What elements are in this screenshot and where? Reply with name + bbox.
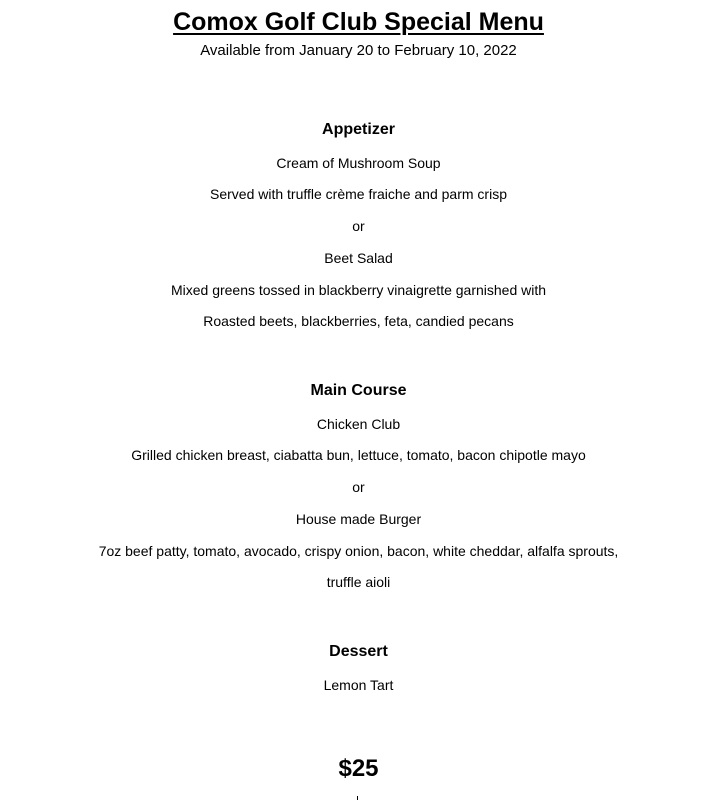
appetizer-or-separator: or xyxy=(352,218,365,234)
page-mark xyxy=(357,796,358,800)
appetizer-option-1-name: Cream of Mushroom Soup xyxy=(276,155,441,171)
appetizer-option-2-name: Beet Salad xyxy=(324,250,393,266)
appetizer-heading: Appetizer xyxy=(322,121,395,138)
main-course-or-separator: or xyxy=(352,479,365,495)
main-course-option-2-name: House made Burger xyxy=(295,511,422,527)
menu-price: $25 xyxy=(338,755,379,782)
dessert-item: Lemon Tart xyxy=(323,677,394,693)
appetizer-option-2-description-line-2: Roasted beets, blackberries, feta, candied pecans xyxy=(203,313,514,329)
appetizer-option-2-description-line-1: Mixed greens tossed in blackberry vinaigrette garnished with xyxy=(170,282,547,298)
menu-title: Comox Golf Club Special Menu xyxy=(173,8,544,36)
main-course-option-2-description-line-1: 7oz beef patty, tomato, avocado, crispy onion, bacon, white cheddar, alfalfa sprouts, xyxy=(98,543,619,559)
appetizer-option-1-description: Served with truffle crème fraiche and parm crisp xyxy=(210,186,507,202)
main-course-option-1-description: Grilled chicken breast, ciabatta bun, lettuce, tomato, bacon chipotle mayo xyxy=(131,447,586,463)
main-course-option-1-name: Chicken Club xyxy=(316,416,401,432)
availability-dates: Available from January 20 to February 10, 2022 xyxy=(200,42,517,59)
dessert-heading: Dessert xyxy=(329,643,388,660)
main-course-option-2-description-line-2: truffle aioli xyxy=(326,574,391,590)
main-course-heading: Main Course xyxy=(310,382,407,399)
